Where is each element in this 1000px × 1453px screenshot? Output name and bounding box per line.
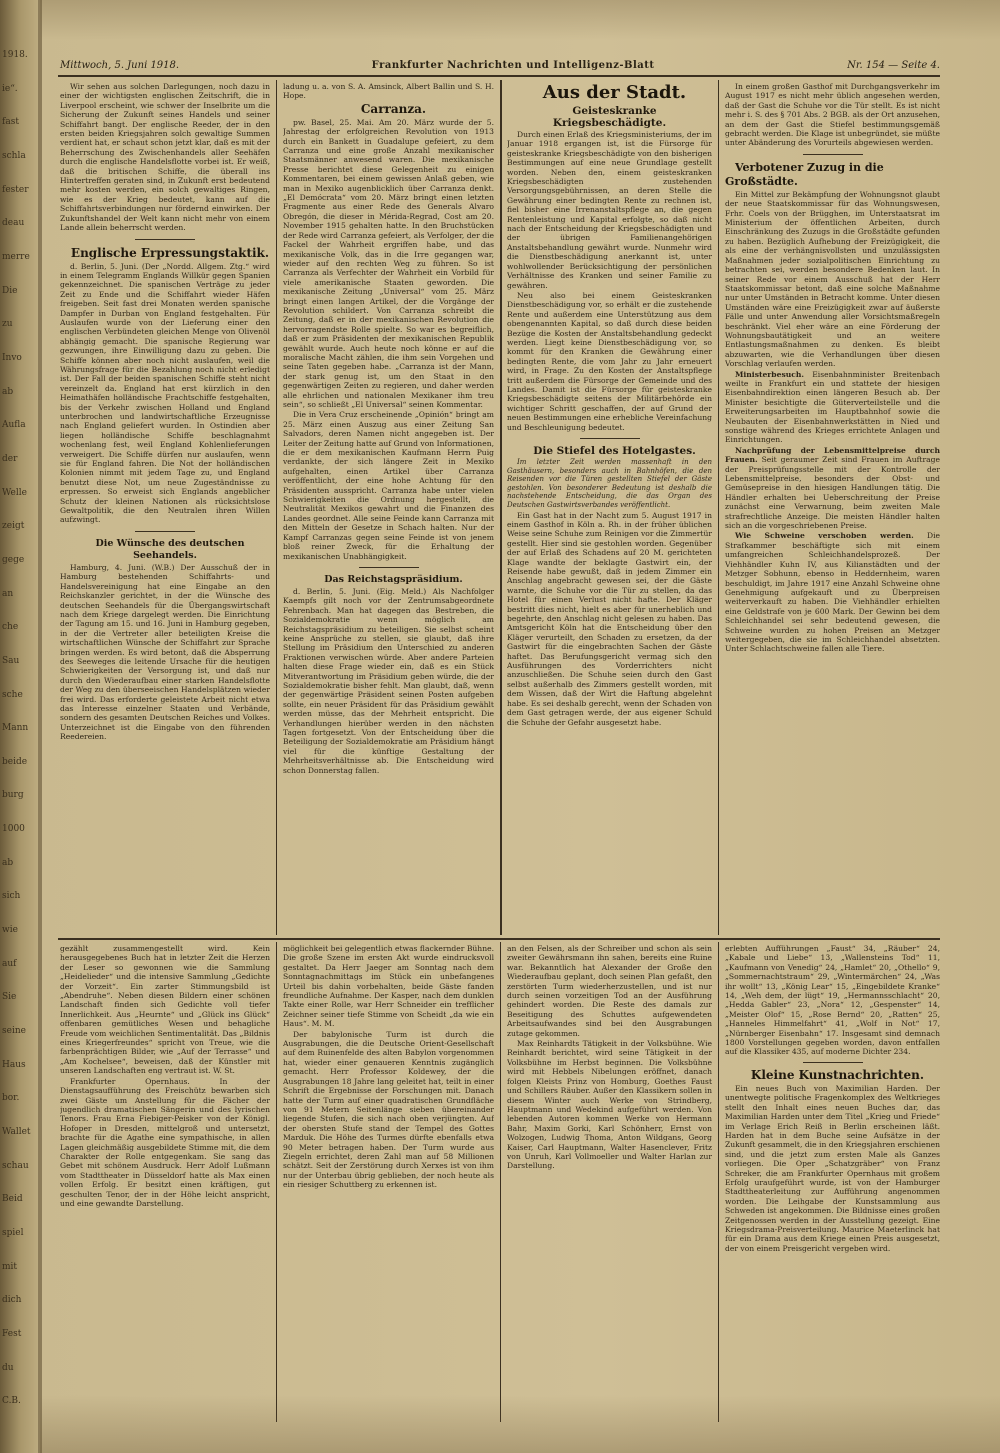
feuilleton-column-2 <box>283 944 494 1420</box>
binding-text-fragment: burg <box>2 790 24 801</box>
binding-margin <box>0 0 38 1453</box>
bottom-rule-1 <box>276 942 277 1422</box>
article-divider <box>135 531 195 532</box>
binding-text-fragment: auf <box>2 958 17 969</box>
page-header <box>60 56 940 74</box>
binding-text-fragment: ie“. <box>2 83 18 94</box>
bottom-rule-2 <box>500 942 501 1422</box>
feuilleton-text: Frankfurter Opernhaus. In der Dienstagsaufführung des Freischütz bewarben sich zwei Gäste um Anstellung für die Fächer der jugendlich dramatischen Sängerin und des lyrischen Tenors. Frau Erna Fiebiger-Peisker von der Königl. Hofoper in Dresden, mittelgroß und untersetzt, brachte für die Agathe eine sympathische, in allen Lagen gleichmäßig ausgebildete Stimme mit, die dem Charakter der Rolle entgegenkam. Sie sang das Gebet mit schönem Ausdruck. Herr Adolf Lußmann vom Stadttheater in Düsseldorf hatte als Max einen vollen Erfolg. Er besitzt einen kräftigen, gut geschulten Tenor, der in der Höhe leicht anspricht, und eine gewandte Darstellung. <box>60 1076 270 1208</box>
article-intro: ladung u. a. von S. A. Amsinck, Albert Ballin und S. H. Hope. <box>283 82 494 101</box>
binding-text-fragment: Haus <box>2 1059 26 1070</box>
inline-headline-lebensmittelpreise: Nachprüfung der Lebensmittelpreise durch Frauen. <box>725 445 940 465</box>
binding-text-fragment: fast <box>2 117 19 128</box>
article-divider <box>135 239 195 240</box>
article-body: Wie Schweine verschoben werden. Die Strafkammer beschäftigte sich mit einem umfangreichen Schleichhandelsprozeß. Der Viehhändler Kuhn IV, aus Kilianstädten und der Metzger Sobhunn, ebenso in Heddernheim, waren beschuldigt, im Jahre 1917 eine Anzahl Schweine ohne Genehmigung aufgekauft und zu Überpreisen weiterverkauft zu haben. Die Viehhändler erhielten eine Geldstrafe von je 600 Mark. Der Gewinn bei dem Schleichhandel sei sehr bedeutend gewesen, die Schweine wurden zu hohen Preisen an Metzger weitergegeben, die sie im Schleichhandel absetzten. Unter Schlachtschweine fallen alle Tiere. <box>725 531 940 654</box>
binding-text-fragment: deau <box>2 218 25 229</box>
binding-text-fragment: Sie <box>2 992 17 1003</box>
feuilleton-text: an den Felsen, als der Schreiber und schon als sein zweiter Gewährsmann ihn sahen, bereits eine Ruine war. Bekanntlich hat Alexander der Große den Wiederaufbau geplant, doch seinen Plan gefaßt, den zerstörten Turm wiederherzustellen, und ist nur durch seinen vorzeitigen Tod an der Ausführung gehindert worden. Die Reste des damals zur Beseitigung des Schuttes aufgewendeten Arbeitsaufwandes sind bei den Ausgrabungen zutage gekommen. <box>507 944 712 1038</box>
binding-text-fragment: 1000 <box>2 824 25 835</box>
section-title-aus-der-stadt: Aus der Stadt. <box>542 82 687 103</box>
binding-text-fragment: ab <box>2 386 14 397</box>
article-divider <box>803 154 863 155</box>
feuilleton-text: möglichkeit bei gelegentlich etwas flackernder Bühne. Die große Szene im ersten Akt wurde eindrucksvoll gestaltet. Da Herr Jaeger am Sonntag nach dem Sonntagnachmittags im Stück ein unbefangenes Urteil bis dahin vorbehalten, beide Gäste fanden freundliche Aufnahme. Der Kasper, nach dem dunklen Takte einer Rolle, war Herr Schneider ein trefflicher Zeichner seiner tiefe Stimme von Scheidt „da wie ein Haus“. M. M. <box>283 944 494 1029</box>
binding-text-fragment: bor. <box>2 1093 20 1104</box>
binding-text-fragment: schla <box>2 150 26 161</box>
binding-text-fragment: Wallet <box>2 1127 31 1138</box>
column-rule-2 <box>500 80 502 935</box>
feuilleton-column-4 <box>725 944 940 1420</box>
header-rule <box>58 75 940 77</box>
headline-kleine-kunstnachrichten: Kleine Kunstnachrichten. <box>750 1067 925 1082</box>
binding-text-fragment: Die <box>2 285 18 296</box>
article-body: pw. Basel, 25. Mai. Am 20. März wurde der 5. Jahrestag der erfolgreichen Revolution von 1913 durch ein Bankett in Guadalupe gefeiert, zu dem Carranza und eine große Anzahl mexikanischer Staatsmänner anwesend waren. Die mexikanische Presse berichtet diese Gelegenheit zu einigen Kommentaren, bei einem gewissen Anlaß geben, wie man in Mexiko augenblicklich über Carranza denkt. „El Demócrata“ vom 20. März bringt einen letzten Fragmente aus einer Rede des Generals Alvaro Obregón, die dieser in Mérida-Regrad, Cost am 20. November 1915 gehalten hatte. In den Bruchstücken der Rede wird Carranza gefeiert, als Verfolger, der die Fackel der Wahrheit ergriffen habe, und das mexikanische Volk, das in die Irre gegangen war, wieder auf den rechten Weg zu führen. So ist Carranza als Verfechter der Wahrheit ein Vorbild für viele amerikanische Staaten geworden. Die mexikanische Zeitung „Universal“ vom 25. März bringt einen langen Artikel, der die Vorgänge der Revolution schildert. Von Carranza schreibt die Zeitung, daß er in der mexikanischen Revolution die hervorragendste Rolle spielte. So war es begreiflich, daß er zum Präsidenten der mexikanischen Republik gewählt wurde. Auch heute noch könne er auf die moralische Macht zählen, die ihm sein Vorgehen und seine Taten gegeben habe. „Carranza ist der Mann, der stark genug ist, um den Staat in den gegenwärtigen Zeiten zu regieren, und daher werden alle ehrlichen und nationalen Mexikaner ihm treu sein“, so schließt „El Universal“ seinen Kommentar. <box>283 117 494 409</box>
article-body: Hamburg, 4. Juni. (W.B.) Der Ausschuß der in Hamburg bestehenden Schiffahrts- und Handelsvereinigung hat eine Eingabe an den Reichskanzler gerichtet, in der die Wünsche des deutschen Seehandels für die Übergangswirtschaft nach dem Kriege dargelegt werden. Die Einrichtung der Tagung am 15. und 16. Juni in Hamburg gegeben, in der die Vertreter aller beteiligten Kreise die wirtschaftlichen Wünsche der Schiffahrt zur Sprache bringen werden. Es wird betont, daß die Absperrung des Seeweges die leitende Ursache für die heutigen Schwierigkeiten der Versorgung ist, und daß nur durch den Wiederaufbau einer starken Handelsflotte der Weg zu den überseeischen Handelsplätzen wieder frei wird. Das erforderte geleistete Arbeit nicht etwa das Interesse einzelner Staaten und Verbände, sondern des gesamten Deutschen Reiches und Volkes. Unterzeichnet ist die Eingabe von den führenden Reedereien. <box>60 562 270 742</box>
binding-text-fragment: dich <box>2 1295 22 1306</box>
headline-stiefel: Die Stiefel des Hotelgastes. <box>533 445 696 457</box>
binding-text-fragment: beide <box>2 756 28 767</box>
bottom-rule-3 <box>718 942 719 1422</box>
binding-text-fragment: merre <box>2 251 30 262</box>
binding-text-fragment: Aufla <box>2 420 26 431</box>
inline-headline-schweine: Wie Schweine verschoben werden. <box>735 531 914 541</box>
binding-text-fragment: che <box>2 622 19 633</box>
binding-text-fragment: sich <box>2 891 21 902</box>
feuilleton-text: Max Reinhardts Tätigkeit in der Volksbühne. Wie Reinhardt berichtet, wird seine Tätigkeit in der Volksbühne im Herbst beginnen. Die Volksbühne wird mit Hebbels Nibelungen eröffnet, danach folgen Kleists Prinz von Homburg, Goethes Faust und Schillers Räuber. Außer den Klassikern sollen in diesem Winter auch Werke von Strindberg, Hauptmann und Wedekind aufgeführt werden. Von lebenden Autoren kommen Werke von Hermann Bahr, Maxim Gorki, Karl Schönherr, Ernst von Wolzogen, Ludwig Thoma, Anton Wildgans, Georg Kaiser, Carl Hauptmann, Walter Hasenclever, Fritz von Unruh, Karl Vollmoeller und Walter Harlan zur Darstellung. <box>507 1039 712 1171</box>
binding-text-fragment: wie <box>2 925 18 936</box>
feuilleton-text: Der babylonische Turm ist durch die Ausgrabungen, die die Deutsche Orient-Gesellschaft auf dem Ruinenfelde des alten Babylon vorgenommen hat, wieder einer genaueren Kenntnis zugänglich gemacht. Herr Professor Koldewey, der die Ausgrabungen 18 Jahre lang geleitet hat, teilt in einer Schrift die Ergebnisse der Forschungen mit. Danach hatte der Turm auf einer quadratischen Grundfläche von 91 Metern Seitenlänge sieben übereinander liegende Stufen, die sich nach oben verjüngten. Auf der obersten Stufe stand der Tempel des Gottes Marduk. Die Höhe des Turmes dürfte ebenfalls etwa 90 Meter betragen haben. Der Turm wurde aus Ziegeln errichtet, deren Zahl man auf 58 Millionen schätzt. Seit der Zerstörung durch Xerxes ist von ihm nur der Unterbau übrig geblieben, der noch heute als ein riesiger Schuttberg zu erkennen ist. <box>283 1029 494 1190</box>
column-rule-3 <box>718 80 719 935</box>
headline-carranza: Carranza. <box>360 101 427 116</box>
headline-englische-erpressungstaktik: Englische Erpressungstaktik. <box>70 245 270 260</box>
headline-verbotener-zuzug: Verbotener Zuzug in die Großstädte. <box>725 160 884 188</box>
article-body: Die in Vera Cruz erscheinende „Opinión“ bringt am 25. März einen Auszug aus einer Zeitung San Salvadors, deren Namen nicht angegeben ist. Der Leiter der Zeitung hatte auf Grund von Informationen, die er dem mexikanischen Kaufmann Herrn Puig verdankte, der sich längere Zeit in Mexiko aufgehalten, einen Artikel über Carranza veröffentlicht, der eine hohe Achtung für den Präsidenten ausspricht. Carranza habe unter vielen Schwierigkeiten die Ordnung hergestellt, die Neutralität Mexikos gewahrt und die Finanzen des Landes geordnet. Alle seine Feinde kann Carranza mit den Mitteln der Gesetze in Schach halten. Nur der Kampf Carranzas gegen seine Feinde ist von jenem bloß reiner Zweck, für die Erhaltung der mexikanischen Unabhängigkeit. <box>283 410 494 561</box>
article-divider <box>803 1062 863 1063</box>
article-body: Ein Gast hat in der Nacht zum 5. August 1917 in einem Gasthof in Köln a. Rh. in der früher üblichen Weise seine Schuhe zum Reinigen vor die Zimmertür gestellt. Hier sind sie gestohlen worden. Gegenüber der auf Erlaß des Schadens auf 20 M. gerichteten Klage wandte der beklagte Gastwirt ein, der Reisende habe gewußt, daß in jedem Zimmer ein Anschlag angebracht gewesen sei, der die Gäste warnte, die Schuhe vor die Tür zu stellen, da das Hotel für einen Verlust nicht hafte. Der Kläger bestritt dies nicht, hielt es aber für unerheblich und begehrte, den Anschlag nicht gelesen zu haben. Das Amtsgericht Köln hat die Entscheidung über den Kläger verurteilt, den Schaden zu ersetzen, da der Gastwirt für die eingebrachten Sachen der Gäste haftet. Das Berufungsgericht vermag sich den Ausführungen des Vorderrichters nicht anzuschließen. Die Schuhe seien durch den Gast selbst außerhalb des Zimmers gestellt worden, mit dem Wissen, daß der Wirt die Haftung abgelehnt habe. Es sei deshalb gerecht, wenn der Schaden von dem Gast getragen werde, der aus eigener Schuld die Schuhe der Gefahr ausgesetzt habe. <box>507 510 712 727</box>
headline-reichstagspraesidium: Das Reichstagspräsidium. <box>324 573 463 585</box>
binding-text-fragment: spiel <box>2 1228 24 1239</box>
article-intro: In einem großen Gasthof mit Durchgangsverkehr im August 1917 es nicht mehr üblich angesehen werden, daß der Gast die Schuhe vor die Tür stellt. Es ist nicht mehr i. S. des § 701 Abs. 2 BGB. als der Ort anzusehen, an dem der Gast die Stiefel bestimmungsgemäß gebracht werden. Die Klage ist unbegründet, sie müßte unter Abänderung des Vorurteils abgewiesen werden. <box>725 82 940 148</box>
binding-text-fragment: mit <box>2 1261 18 1272</box>
binding-text-fragment: du <box>2 1362 14 1373</box>
binding-text-fragment: fester <box>2 184 29 195</box>
binding-text-fragment: sche <box>2 689 23 700</box>
feuilleton-text: Ein neues Buch von Maximilian Harden. Der unentwegte politische Fragenkomplex des Weltkrieges stellt den Inhalt eines neuen Buches dar, das Maximilian Harden unter dem Titel „Krieg und Friede“ im Verlage Erich Reiß in Berlin erscheinen läßt. Harden hat in dem Buche seine Aufsätze in der Zukunft gesammelt, die in den Kriegsjahren erschienen sind, und die jetzt zum ersten Male als Ganzes vorliegen. Die Oper „Schatzgräber“ von Franz Schreker, die am Frankfurter Opernhaus mit großem Erfolg uraufgeführt wurde, ist von der Hamburger Stadttheaterleitung zur Aufführung angenommen worden. Die Leihgabe der Kunstsammlung aus Schweden ist angekommen. Die Bildnisse eines großen Zeitgenossen werden in der Ausstellung gezeigt. Eine Kriegsdrama-Preisverteilung. Maurice Maeterlinck hat für ein Drama aus dem Kriege einen Preis ausgesetzt, der von einem Preisgericht vergeben wird. <box>725 1083 940 1253</box>
header-date: Mittwoch, 5. Juni 1918. <box>60 59 180 71</box>
article-body: Neu also bei einem Geisteskranken Dienstbeschädigung vor, so erhält er die zustehende Rente und außerdem eine Unterstützung aus dem obengenannten Kapital, so daß durch diese beiden Bezüge die Kosten der Anstaltsbehandlung gedeckt werden. Liegt keine Dienstbeschädigung vor, so kommt für den Kranken die Gewährung einer bedingten Rente, die vom Jahr zu Jahr erneuert wird, in Frage. Zu den Kosten der Anstaltspflege tritt außerdem die Fürsorge der Gemeinde und des Landes. Damit ist die Fürsorge für geisteskranke Kriegsbeschädigte seitens der Militärbehörde ein wichtiger Schritt geschaffen, der auf Grund der neuen Bestimmungen eine erhebliche Vereinfachung und Beschleunigung bedeutet. <box>507 290 712 432</box>
paper-stain <box>40 0 1000 40</box>
binding-text-fragment: Welle <box>2 487 27 498</box>
section-rule <box>58 938 940 940</box>
column-3 <box>507 82 712 934</box>
column-rule-1 <box>276 80 277 935</box>
binding-text-fragment: zeigt <box>2 521 25 532</box>
binding-text-fragment: zu <box>2 319 13 330</box>
column-4 <box>725 82 940 934</box>
header-masthead: Frankfurter Nachrichten und Intelligenz-Blatt <box>371 59 655 71</box>
feuilleton-text: gezählt zusammengestellt wird. Kein herausgegebenes Buch hat in letzter Zeit die Herzen der Leser so gewonnen wie die Sammlung „Heidelieder“ und die intensive Sammlung „Gedichte der Vorzeit“. Ein zarter Stimmungsbild ist „Abendruhe“. Neben diesen Bildern einer schönen Landschaft finden sich Gedichte voll tiefer Innerlichkeit. Aus „Heurnte“ und „Glück ins Glück“ offenbaren gemütliches Wesen und behagliche Freude vom weichlichen Sentimentalität. Das „Bildnis eines Kriegerfreundes“ spricht von Treue, wie die farbenprächtigen Bilder, wie „Auf der Terrasse“ und „Am Kochelsee“, beweisen, daß der Künstler mit unseren Landschaften eng vertraut ist. W. St. <box>60 944 270 1076</box>
binding-text-fragment: Invo <box>2 352 22 363</box>
article-body: Nachprüfung der Lebensmittelpreise durch Frauen. Seit geraumer Zeit sind Frauen im Auftrage der Preisprüfungsstelle mit der Kontrolle der Lebensmittelpreise, besonders der Obst- und Gemüsepreise in den hiesigen Handlungen tätig. Die Händler erhalten bei Ueberschreitung der Preise zunächst eine Verwarnung, beim zweiten Male strafrechtliche Anzeige. Die meisten Händler halten sich an die vorgeschriebenen Preise. <box>725 445 940 531</box>
binding-text-fragment: 1918. <box>2 50 28 60</box>
headline-kriegsbeschaedigte: Geisteskranke Kriegsbeschädigte. <box>552 105 667 129</box>
feuilleton-text: erlebten Aufführungen „Faust“ 34, „Räuber“ 24, „Kabale und Liebe“ 13, „Wallensteins Tod“ 11, „Kaufmann von Venedig“ 24, „Hamlet“ 20, „Othello“ 9, „Sommernachtstraum“ 29, „Wintermärchen“ 24, „Was ihr wollt“ 13, „König Lear“ 15, „Eingebildete Kranke“ 14, „Weh dem, der lügt“ 19, „Hermannsschlacht“ 20, „Hedda Gabler“ 23, „Nora“ 12, „Gespenster“ 14, „Meister Olof“ 15, „Rose Bernd“ 20, „Ratten“ 25, „Hanneles Himmelfahrt“ 41, „Wolf in Not“ 17, „Nürnberger Eisenbahn“ 17. Insgesamt sind demnach 1800 Vorstellungen gegeben worden, davon entfallen auf die Klassiker 435, auf moderne Dichter 234. <box>725 944 940 1057</box>
headline-seehandel: Die Wünsche des deutschen Seehandels. <box>95 537 245 561</box>
article-divider <box>359 567 419 568</box>
column-2 <box>283 82 494 934</box>
binding-text-fragment: gege <box>2 554 25 565</box>
article-lead-note: Im letzter Zeit werden massenhaft in den Gasthäusern, besonders auch in Bahnhöfen, die den Reisenden vor die Türen gestellten Stiefel der Gäste gestohlen. Von besonderer Bedeutung ist deshalb die nachstehende Entscheidung, die das Organ des Deutschen Gastwirtsverbandes veröffentlicht. <box>507 458 712 509</box>
binding-text-fragment: ab <box>2 857 14 868</box>
binding-text-fragment: C.B. <box>2 1396 21 1407</box>
binding-text-fragment: der <box>2 453 18 464</box>
binding-text-fragment: seine <box>2 1026 26 1037</box>
column-1 <box>60 82 270 934</box>
binding-text-fragment: Sau <box>2 655 20 666</box>
feuilleton-column-3 <box>507 944 712 1420</box>
article-body: Ministerbesuch. Eisenbahnminister Breitenbach weilte in Frankfurt ein und stattete der hiesigen Eisenbahndirektion einen längeren Besuch ab. Der Minister besichtigte die Güterverteilstelle und die Erweiterungsarbeiten im Hauptbahnhof sowie die Neubauten der Eisenbahnwerkstätten in Nied und sonstige während des Krieges errichtete Anlagen und Einrichtungen. <box>725 369 940 445</box>
binding-text-fragment: Beid <box>2 1194 23 1205</box>
binding-text-fragment: Mann <box>2 723 29 734</box>
feuilleton-column-1 <box>60 944 270 1420</box>
article-intro: Wir sehen aus solchen Darlegungen, noch dazu in einer der wichtigsten englischen Zeitschrift, die in Liverpool erscheint, wie schwer der Inselbrite um die Sicherung der Zukunft seines Handels und seiner Schiffahrt bangt. Der englische Reeder, der in den ersten beiden Kriegsjahren solch gewaltige Summen verdient hat, er schaut schon jetzt klar, daß es mit der Beherrschung des Zwischenhandels aller Seehäfen durch die englische Handelsflotte vorbei ist. Er weiß, daß die britischen Schiffe, die überall ins Hintertreffen geraten sind, in Zukunft erst bedeutend mehr kosten werden, ein solch gewaltiges Ringen, wie es der Krieg bedeutet, kann auf die Schiffahrtsverbindungen nur fördernd einwirken. Der Zukunftshandel der Welt kann nicht mehr von einem Lande allein beherrscht werden. <box>60 82 270 233</box>
binding-text-fragment: Fest <box>2 1329 22 1340</box>
article-divider <box>580 438 640 439</box>
inline-headline-ministerbesuch: Ministerbesuch. <box>735 369 805 379</box>
binding-text-fragment: schau <box>2 1160 29 1171</box>
header-page-number: Nr. 154 — Seite 4. <box>847 59 940 71</box>
binding-text-fragment: an <box>2 588 14 599</box>
article-body: d. Berlin, 5. Juni. (Eig. Meld.) Als Nachfolger Kaempfs gilt noch vor der Zentrumsabgeordnete Fehrenbach. Man hat dagegen das Bestreben, die Sozialdemokratie wenn möglich am Reichstagspräsidium zu beteiligen. Sie selbst scheint keine Ansprüche zu stellen, sie glaubt, daß ihre Stellung im Präsidium den Unterschied zu anderen Fraktionen verwischen würde. Aber andere Parteien halten diese Frage wieder ein, daß es ein Stück Mitverantwortung im Präsidium geben würde, die der Sozialdemokratie bisher fehlt. Man glaubt, daß, wenn der gegenwärtige Präsident seinen Posten aufgeben sollte, ein neuer Präsident für das Präsidium gewählt werden müsse, das der Mehrheit entspricht. Die Verhandlungen hierüber werden in den nächsten Tagen fortgesetzt. Von der Entscheidung über die Beteiligung der Sozialdemokratie am Präsidium hängt viel für die künftige Gestaltung der Mehrheitsverhältnisse ab. Die Entscheidung wird schon Donnerstag fallen. <box>283 586 494 775</box>
article-body: Durch einen Erlaß des Kriegsministeriums, der im Januar 1918 ergangen ist, ist die Fürsorge für geisteskranke Kriegsbeschädigte von den bisherigen Bestimmungen auf eine neue Grundlage gestellt worden. Neben den, einem geisteskranken Kriegsbeschädigten zustehenden Versorgungsgebührnissen, an deren Stelle die Gewährung einer bedingten Rente zu rechnen ist, fiel bisher eine Irrenanstaltspflege an, die gegen Rentenleistung und Kapital erfolgte, so daß nicht nach der Entscheidung der Kriegsbeschädigten und der übrigen Familienangehörigen Anstaltsbehandlung gewährt wurde. Nunmehr wird die Dienstbeschädigung anerkannt ist, unter wohlwollender Berücksichtigung der persönlichen Verhältnisse des Kranken und seiner Familie zu gewähren. <box>507 130 712 290</box>
article-body: d. Berlin, 5. Juni. (Der „Nordd. Allgem. Ztg.“ wird in einem Telegramm Englands Willkür gegen Spanien gekennzeichnet. Die spanischen Verträge zu jeder Zeit zu Ende und die Schiffahrt wieder Häfen freigeben. Seit fast drei Monaten werden spanische Dampfer in Durban von England festgehalten. Für Auslaufen wurde von der Lieferung einer den englischen Verbündeten gleichen Menge von Olivenöl abhängig gemacht. Die spanische Regierung war gezwungen, ihre Einwilligung dazu zu geben. Die Schiffe können aber noch nicht auslaufen, weil die Währungsfrage für die Bezahlung noch nicht erledigt ist. Der Fall der beiden spanischen Schiffe steht nicht vereinzelt da. England hat erst kürzlich in den Heimathäfen holländische Frachtschiffe festgehalten, bis der Verkehr zwischen Holland und England unterbrochen und landwirtschaftliche Erzeugnisse nach England geliefert wurden. In Ostindien aber liegen holländische Schiffe beschlagnahmt wochenlang fest, weil England Kohlenlieferungen verweigert. Die Schiffe dürfen nur auslaufen, wenn sie für England fahren. Die Not der holländischen Kolonien nimmt mit jedem Tage zu, und England benutzt diese Not, um neue Zugeständnisse zu erpressen. So erweist sich Englands angeblicher Schutz der kleinen Nationen als rücksichtslose Gewaltpolitik, die den Neutralen ihren Willen aufzwingt. <box>60 261 270 525</box>
page-gutter <box>38 0 42 1453</box>
article-body: Ein Mittel zur Bekämpfung der Wohnungsnot glaubt der neue Staatskommissar für das Wohnungswesen, Frhr. Coels von der Brügghen, im Unterstaatsrat im Ministerium der öffentlichen Arbeiten, durch Einschränkung des Zuzugs in die Großstädte gefunden zu haben. Bezüglich Aufhebung der Freizügigkeit, die als eine der verhängnisvollsten und unzulässigsten Maßnahmen jeder sozialpolitischen Einrichtung zu betrachten sei, werden besondere Bedenken laut. In seiner Rede vor einem Ausschuß hat der Herr Staatskommissar betont, daß eine solche Maßnahme nur unter Umständen in Betracht komme. Unter diesen Umständen wäre eine Freizügigkeit zwar auf äußerste Fälle und unter Anwendung aller Vorsichtsmaßregeln beschränkt. Viel eher wäre an eine Förderung der Wohnungsbautätigkeit und an weitere Entlastungsmaßnahmen zu denken. Es bleibt abzuwarten, wie die Verhandlungen über diesen Vorschlag verlaufen werden. <box>725 189 940 369</box>
